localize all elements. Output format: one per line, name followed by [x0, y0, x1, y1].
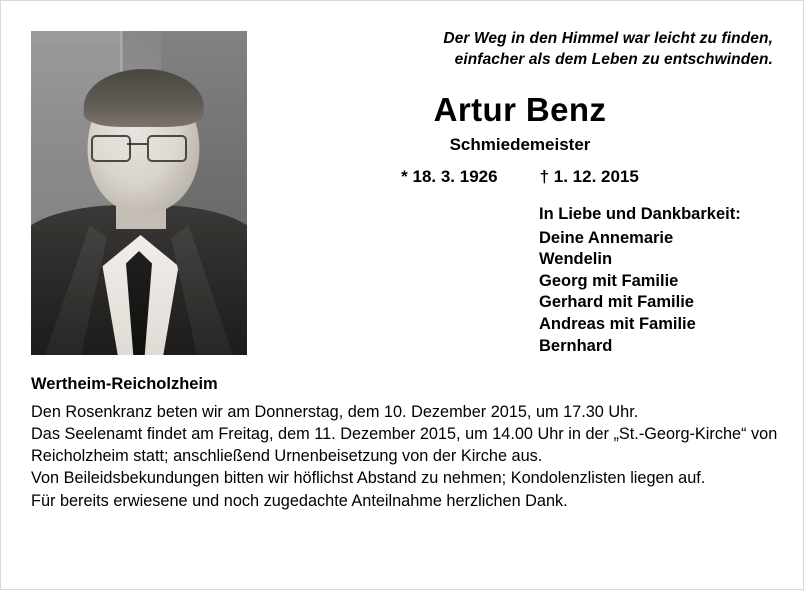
glasses-bridge [127, 143, 147, 145]
mourner-name: Bernhard [539, 336, 613, 355]
service-paragraph: Den Rosenkranz beten wir am Donnerstag, dem 10. Dezember 2015, um 17.30 Uhr. [31, 403, 639, 421]
mourner-name: Deine Annemarie [539, 228, 674, 247]
death-date: † 1. 12. 2015 [539, 167, 639, 186]
birth-date: * 18. 3. 1926 [401, 167, 498, 186]
mourners-intro: In Liebe und Dankbarkeit: [539, 205, 741, 223]
mourner-name: Georg mit Familie [539, 271, 679, 290]
mourner-name: Gerhard mit Familie [539, 293, 694, 312]
service-paragraph: Von Beileidsbekundungen bitten wir höflichst Abstand zu nehmen; Kondolenzlisten liegen auf. [31, 469, 706, 488]
glasses-right-lens [147, 135, 187, 162]
place-name: Wertheim-Reicholzheim [31, 375, 218, 393]
motto-line-2: einfacher als dem Leben zu entschwinden. [454, 50, 773, 68]
glasses-left-lens [91, 135, 131, 162]
portrait-photo [31, 31, 247, 355]
life-dates [267, 167, 773, 187]
service-details [31, 401, 779, 512]
mourners-list [539, 204, 789, 357]
mourner-name: Wendelin [539, 250, 613, 269]
service-paragraph: Für bereits erwiesene und noch zugedachte Anteilnahme herzlichen Dank. [31, 491, 568, 510]
deceased-name: Artur Benz [433, 91, 607, 128]
mourner-name: Andreas mit Familie [539, 315, 696, 334]
motto-verse [287, 29, 773, 71]
profession: Schmiedemeister [449, 135, 591, 154]
service-paragraph: Das Seelenamt findet am Freitag, dem 11. Dezember 2015, um 14.00 Uhr in der „St.-Georg-Kirche“ von Reicholzheim statt; anschließend Urnenbeisetzung von der Kirche aus. [31, 425, 778, 466]
motto-line-1: Der Weg in den Himmel war leicht zu finden, [443, 30, 773, 47]
